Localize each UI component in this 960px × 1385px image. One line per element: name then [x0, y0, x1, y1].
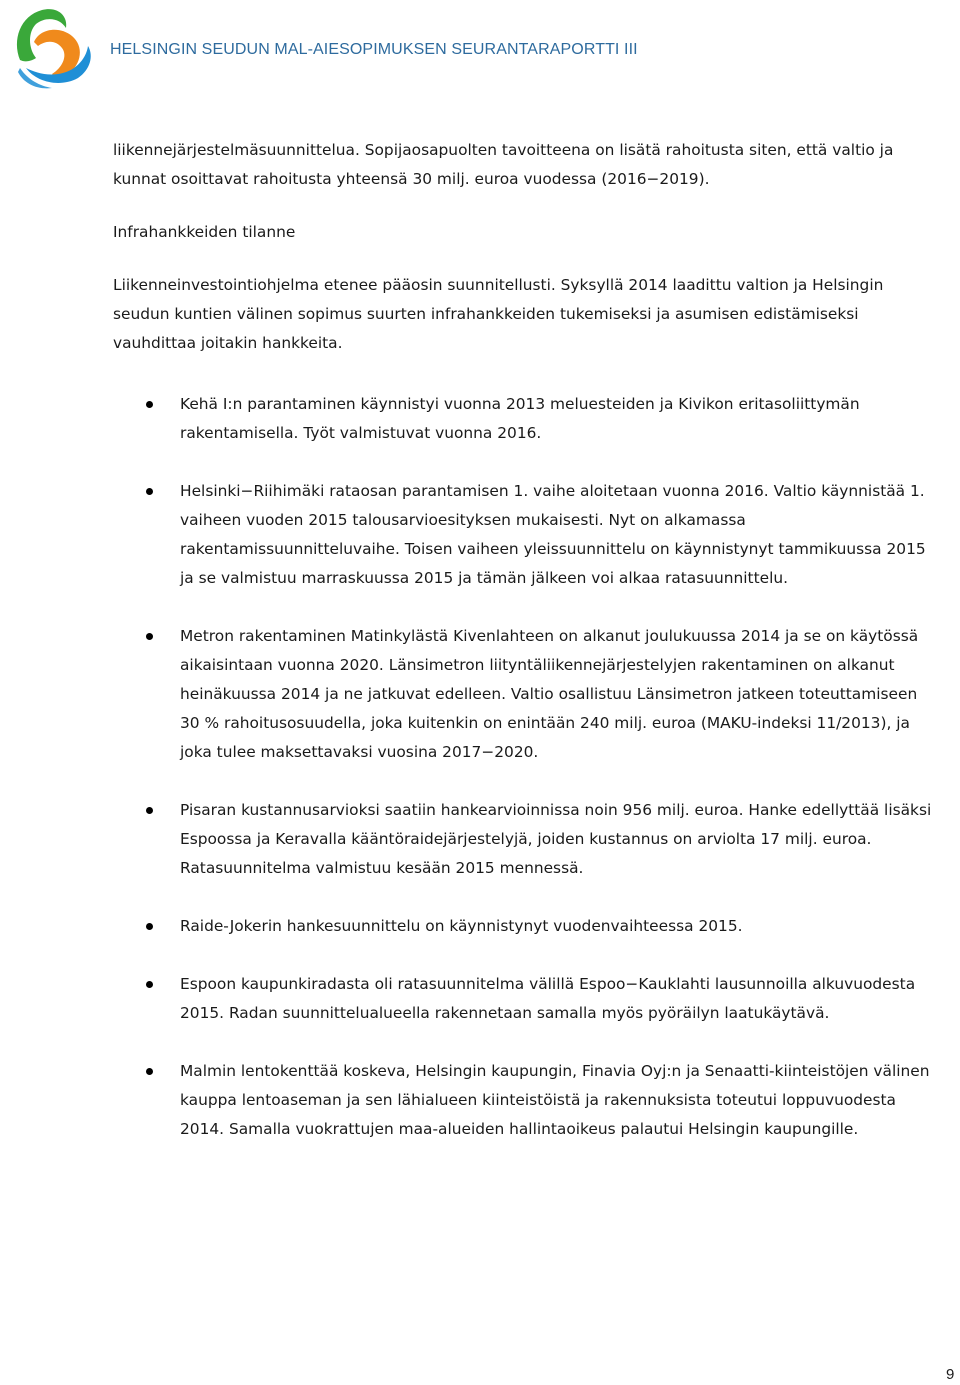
bullet-icon	[146, 807, 153, 814]
list-item-text: Metron rakentaminen Matinkylästä Kivenlahteen on alkanut joulukuussa 2014 ja se on käytössä aikaisintaan vuonna 2020. Länsimetron liityntäliikennejärjestelyjen rakentaminen on alkanut heinäkuussa 2014 ja ne jatkuvat edelleen. Valtio osallistuu Länsimetron jatkeen toteuttamiseen 30 % rahoitusosuudella, joka kuitenkin on enintään 240 milj. euroa (MAKU-indeksi 11/2013), ja joka tulee maksettavaksi vuosina 2017−2020.	[180, 627, 919, 761]
list-item-text: Helsinki−Riihimäki rataosan parantamisen 1. vaihe aloitetaan vuonna 2016. Valtio käynnistää 1. vaiheen vuoden 2015 talousarvioesityksen mukaisesti. Nyt on alkamassa rakentamissuunnitteluvaihe. Toisen vaiheen yleissuunnittelu on käynnistynyt tammikuussa 2015 ja se valmistuu marraskuussa 2015 ja tämän jälkeen voi alkaa ratasuunnittelu.	[180, 482, 926, 587]
list-item	[113, 390, 933, 448]
bullet-icon	[146, 401, 153, 408]
list-item	[113, 622, 933, 767]
intro-paragraph: liikennejärjestelmäsuunnittelua. Sopijaosapuolten tavoitteena on lisätä rahoitusta siten, että valtio ja kunnat osoittavat rahoitusta yhteensä 30 milj. euroa vuodessa (2016−2019).	[113, 141, 894, 188]
bullet-icon	[146, 633, 153, 640]
bullet-icon	[146, 1068, 153, 1075]
list-item	[113, 970, 933, 1028]
bullet-icon	[146, 981, 153, 988]
bullet-icon	[146, 923, 153, 930]
list-item	[113, 477, 933, 593]
list-item-text: Pisaran kustannusarvioksi saatiin hankearvioinnissa noin 956 milj. euroa. Hanke edellyttää lisäksi Espoossa ja Keravalla kääntöraidejärjestelyjä, joiden kustannus on arviolta 17 milj. euroa. Ratasuunnitelma valmistuu kesään 2015 mennessä.	[180, 801, 932, 877]
section-heading: Infrahankkeiden tilanne	[113, 223, 296, 241]
project-status-list	[113, 390, 933, 1144]
page-number: 9	[946, 1366, 955, 1383]
list-item-text: Espoon kaupunkiradasta oli ratasuunnitelma välillä Espoo−Kauklahti lausunnoilla alkuvuodesta 2015. Radan suunnittelualueella rakennetaan samalla myös pyöräilyn laatukäytävä.	[180, 975, 916, 1022]
bullet-icon	[146, 488, 153, 495]
document-body	[113, 136, 933, 1173]
list-item-text: Raide-Jokerin hankesuunnittelu on käynnistynyt vuodenvaihteessa 2015.	[180, 917, 743, 935]
list-item-text: Kehä I:n parantaminen käynnistyi vuonna 2013 meluesteiden ja Kivikon eritasoliittymän rakentamisella. Työt valmistuvat vuonna 2016.	[180, 395, 860, 442]
report-header-title: HELSINGIN SEUDUN MAL-AIESOPIMUKSEN SEURANTARAPORTTI III	[110, 41, 638, 58]
report-logo-icon	[6, 2, 96, 92]
list-item	[113, 912, 933, 941]
list-item-text: Malmin lentokenttää koskeva, Helsingin kaupungin, Finavia Oyj:n ja Senaatti-kiinteistöjen välinen kauppa lentoaseman ja sen lähialueen kiinteistöistä ja rakennuksista toteutui loppuvuodesta 2014. Samalla vuokrattujen maa-alueiden hallintaoikeus palautui Helsingin kaupungille.	[180, 1062, 930, 1138]
section-paragraph: Liikenneinvestointiohjelma etenee pääosin suunnitellusti. Syksyllä 2014 laadittu valtion ja Helsingin seudun kuntien välinen sopimus suurten infrahankkeiden tukemiseksi ja asumisen edistämiseksi vauhdittaa joitakin hankkeita.	[113, 276, 884, 352]
list-item	[113, 1057, 933, 1144]
list-item	[113, 796, 933, 883]
